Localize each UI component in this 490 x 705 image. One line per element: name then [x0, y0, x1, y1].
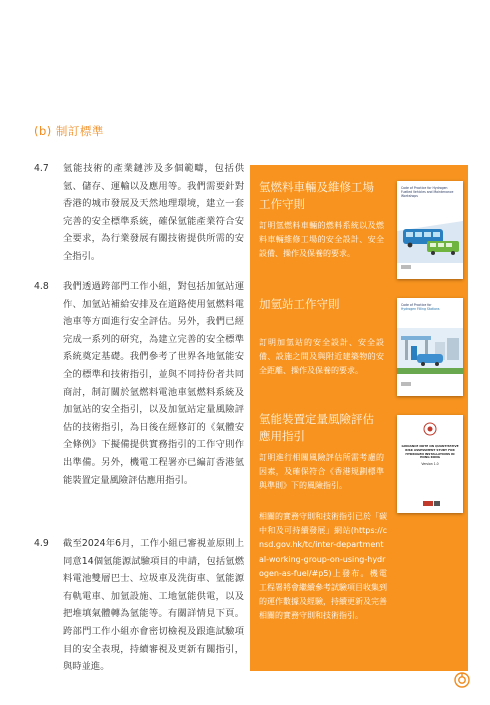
- paragraph-4-9: [34, 535, 244, 676]
- filling-station-illustration-icon: [397, 298, 463, 396]
- cover-title: Code of Practice for Hydrogen Fuelled Vehicles and Maintenance Workshops: [401, 186, 454, 198]
- guidelines-sidebar: [250, 165, 468, 671]
- sidebar-description: 訂明加氫站的安全設計、安全設備、設施之間及與附近建築物的安全距離、操作及保養的要求。: [259, 338, 384, 375]
- paragraph-number: 4.7: [34, 163, 49, 174]
- sidebar-description: 訂明進行相關風險評估所需考慮的因素，及確保符合《香港規劃標準與準則》下的風險指引。: [259, 453, 384, 490]
- bus-tram-illustration-icon: [397, 181, 463, 279]
- sidebar-footnote: 相關的實務守則和技術指引已於「碳中和及可持續發展」網站(https://cnsd.gov.hk/tc/inter-departmental-working-group-on-using-hydrogen-as-fuel/#p5)上發布。機電工程署將會繼續參考試驗項目收集到的運作數據及經驗，持續更新及完善相關的實務守則和技術指引。: [259, 512, 387, 621]
- paragraph-text: 氫能技術的產業鏈涉及多個範疇，包括供氫、儲存、運輸以及應用等。我們需要針對香港的城市發展及天然地理環境，建立一套完善的安全標準系統，確保氫能產業符合安全要求，為行業發展有關技術提供所需的安全指引。: [63, 163, 244, 262]
- paragraph-text: 我們透過跨部門工作小組，對包括加氫站運作、加氫站補給安排及在道路使用氫燃料電池車等方面進行安全評估。另外，我們已經完成一系列的研究，為建立完善的安全標準系統奠定基礎。我們參考了世界各地氫能安全的標準和技術指引，並與不同持份者共同商討，制訂關於氫燃料電池車氫燃料系統及加氫站的安全指引，以及加氫站定量風險評估的技術指引，為日後在經修訂的《氣體安全條例》下擬備提供實務指引的工作守則作出準備。另外，機電工程署亦已編訂香港氫能裝置定量風險評估應用指引。: [63, 281, 244, 486]
- cover-vehicles-code: [397, 181, 463, 279]
- cover-qra-guidance: [397, 415, 463, 513]
- cover-filling-stations-code: [397, 298, 463, 396]
- sidebar-description: 訂明氫燃料車輛的燃料系統以及燃料車輛維修工場的安全設計、安全設備、操作及保養的要求。: [259, 221, 384, 258]
- cover-title: GUIDANCE NOTE ON QUANTITATIVE RISK ASSESSMENT STUDY FOR HYDROGEN INSTALLATIONS IN HONG KONG: [401, 444, 459, 460]
- sidebar-title: 氫燃料車輛及維修工場工作守則: [259, 180, 374, 211]
- cover-title: Code of Practice for: [401, 303, 432, 307]
- section-heading: (b) 制訂標準: [34, 124, 104, 138]
- paragraph-number: 4.8: [34, 281, 49, 292]
- cover-subtitle: Version 1.0: [421, 462, 439, 466]
- paragraph-4-8: [34, 278, 244, 489]
- cover-subtitle: Hydrogen Filling Stations: [401, 307, 440, 311]
- sidebar-title: 氫能裝置定量風險評估應用指引: [259, 412, 374, 443]
- paragraph-4-7: [34, 160, 244, 266]
- paragraph-text: 截至2024年6月，工作小組已審視並原則上同意14個氫能源試驗項目的申請，包括氫燃料電池雙層巴士、垃圾車及洗街車、氫能源有軌電車、加氫設施、工地氫能供電，以及把堆填氣體轉為氫能等。有關詳情見下頁。跨部門工作小組亦會密切檢視及跟進試驗項目的安全表現，持續審視及更新有關指引，與時並進。: [63, 538, 244, 673]
- paragraph-number: 4.9: [34, 538, 49, 549]
- sidebar-title: 加氫站工作守則: [259, 297, 340, 311]
- circular-page-emblem-icon: [454, 672, 470, 688]
